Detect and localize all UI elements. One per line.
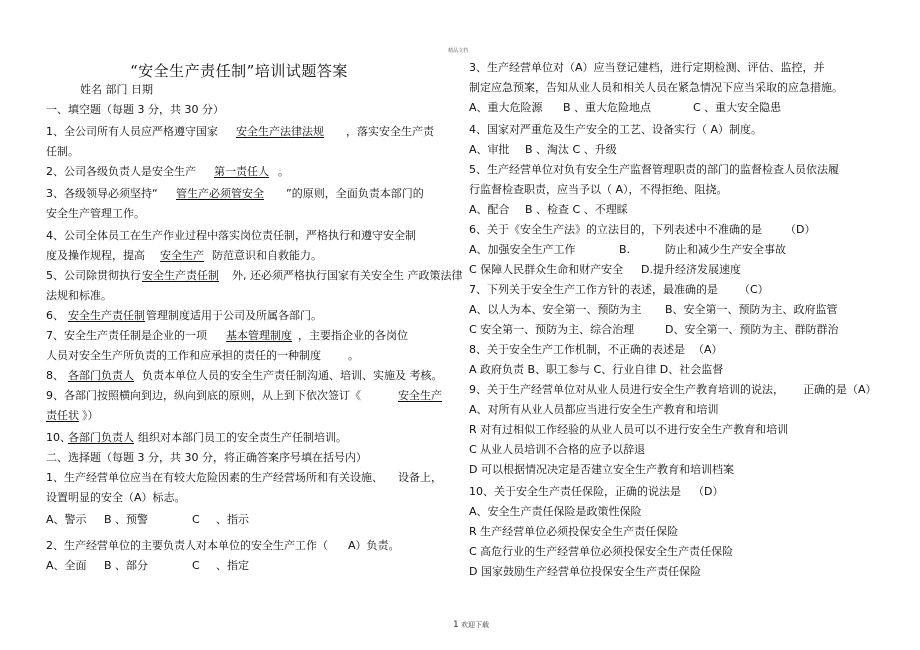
mc5-option-bc: B 、检查 C 、不理睬 [525, 203, 628, 216]
q3-text-tail: ”的原则，全面负责本部门的 [286, 187, 424, 200]
q7-text-end: 。 [348, 349, 359, 362]
q5-text: 5、公司除贯彻执行 [46, 269, 141, 282]
mc4-option-bc: B 、淘汰 C 、升级 [525, 143, 617, 156]
q7-text-tail: ，主要指企业的各岗位 [298, 329, 408, 342]
mc1-option-c: 、指示 [216, 513, 249, 526]
mc2-option-c: 、指定 [216, 559, 249, 572]
mc2-text: 2、生产经营单位的主要负责人对本单位的安全生产工作（ [46, 539, 328, 552]
q4-text-tail: 防范意识和自救能力。 [212, 249, 322, 262]
mc1-option-a: A、警示 [46, 513, 87, 526]
q5-text-tail: 外, 还必须严格执行国家有关安全生 产政策法律 [232, 269, 463, 282]
q6-text-tail: 管理制度适用于公司及所属各部门。 [146, 309, 322, 322]
mc5-text: 5、生产经营单位对负有安全生产监督管理职责的部门的监督检查人员依法履 [469, 163, 839, 176]
q9-text-tail: 》） [82, 409, 99, 422]
mc7-answer: （C） [739, 283, 769, 296]
q10-text-tail: 组织对本部门员工的安全责生产任制培训。 [138, 431, 347, 444]
mc1-option-c-letter: C [192, 513, 200, 526]
mc7-option-d: D、安全第一、预防为主、群防群治 [665, 323, 839, 336]
mc5-text-cont: 行监督检查职责，应当予以（ A），不得拒绝、阻挠。 [469, 183, 728, 196]
page-footer [453, 620, 489, 630]
mc8-options: A 政府负责 B、职工参与 C、行业自律 D、社会监督 [469, 363, 724, 376]
q1-text-cont: 任制。 [46, 145, 79, 158]
mc1-text: 1、生产经营单位应当在有较大危险因素的生产经营场所和有关设施、 [46, 471, 383, 484]
mc4-text: 4、国家对严重危及生产安全的工艺、设备实行（ A）制度。 [469, 123, 763, 136]
mc3-option-b: B 、重大危险地点 [563, 101, 652, 114]
q3-text: 3、各级领导必须坚持“ [46, 187, 158, 200]
q4-answer: 安全生产 [160, 249, 204, 262]
mc3-option-c: C 、重大安全隐患 [693, 101, 782, 114]
mc10-option-c: C 高危行业的生产经营单位必须投保安全生产责任保险 [469, 545, 734, 558]
q10-text: 10、 [46, 431, 71, 444]
mc6-option-a: A、加强安全生产工作 [469, 243, 576, 256]
mc9-text: 9、关于生产经营单位对从业人员进行安全生产教育培训的说法， [469, 383, 784, 396]
mc10-option-b: R 生产经营单位必须投保安全生产责任保险 [469, 525, 679, 538]
mc2-option-b: B 、部分 [104, 559, 149, 572]
mc1-text-cont: 设置明显的安全（A）标志。 [46, 491, 186, 504]
mc6-option-b-letter: B. [619, 243, 631, 256]
mc6-answer: （D） [785, 223, 816, 236]
page-number: 1 [453, 620, 459, 630]
q3-text-cont: 安全生产管理工作。 [46, 207, 145, 220]
q2-text: 2、公司各级负责人是安全生产 [46, 165, 196, 178]
mc6-option-b: 防止和减少生产安全事故 [665, 243, 786, 256]
q2-answer: 第一责任人 [214, 165, 269, 178]
q1-text: 1、全公司所有人员应严格遵守国家 [46, 125, 218, 138]
q6-answer: 安全生产责任制 [68, 309, 145, 322]
q8-text-tail: 负责本单位人员的安全生产责任制沟通、培训、实施及 考核。 [142, 369, 443, 382]
mc6-text: 6、关于《安全生产法》的立法目的，下列表述中不准确的是 [469, 223, 762, 236]
section-heading-choice: 二、选择题（每题 3 分，共 30 分，将正确答案序号填在括号内） [46, 451, 367, 464]
mc9-option-a: A、对所有从业人员都应当进行安全生产教育和培训 [469, 403, 719, 416]
q9-answer-cont: 责任状 [46, 409, 79, 422]
q2-text-tail: 。 [278, 165, 289, 178]
mc9-option-b: R 对有过相似工作经验的从业人员可以不进行安全生产教育和培训 [469, 423, 789, 436]
mc10-option-a: A、安全生产责任保险是政策性保险 [469, 505, 642, 518]
mc8-text: 8、关于安全生产工作机制，不正确的表述是 [469, 343, 685, 356]
q1-answer: 安全生产法律法规 [236, 125, 324, 138]
q1-text-tail: ，落实安全生产责 [346, 125, 434, 138]
mc7-option-b: B、安全第一、预防为主、政府监管 [665, 303, 838, 316]
q5-answer: 安全生产责任制 [142, 269, 219, 282]
q8-text: 8、 [46, 369, 64, 382]
q3-answer: 管生产必须管安全 [176, 187, 264, 200]
mc5-option-a: A、配合 [469, 203, 510, 216]
q8-answer: 各部门负责人 [68, 369, 134, 382]
mc2-text-tail: A）负责。 [348, 539, 400, 552]
footer-text: 欢迎下载 [460, 621, 489, 629]
mc9-option-c: C 从业人员培训不合格的应予以辞退 [469, 443, 646, 456]
mc9-answer: 正确的是（A） [803, 383, 877, 396]
mc7-option-c: C 安全第一、预防为主、综合治理 [469, 323, 635, 336]
q9-text: 9、各部门按照横向到边，纵向到底的原则，从上到下依次签订《 [46, 389, 361, 402]
mc2-option-a: A、全面 [46, 559, 87, 572]
q9-answer: 安全生产 [398, 389, 442, 402]
mc6-option-d: D.提升经济发展速度 [641, 263, 741, 276]
q4-text: 4、公司全体员工在生产作业过程中落实岗位责任制，严格执行和遵守安全制 [46, 229, 416, 242]
section-heading-fill: 一、填空题（每题 3 分，共 30 分） [46, 103, 224, 116]
q5-text-cont: 法规和标准。 [46, 289, 112, 302]
mc10-text: 10、关于安全生产责任保险，正确的说法是 [469, 485, 681, 498]
mc7-text: 7、下列关于安全生产工作方针的表述，最准确的是 [469, 283, 718, 296]
mc9-option-d: D 可以根据情况决定是否建立安全生产教育和培训档案 [469, 463, 734, 476]
mc3-text-cont: 制定应急预案，告知从业人员和相关人员在紧急情况下应当采取的应急措施。 [469, 81, 843, 94]
mc3-option-a: A、重大危险源 [469, 101, 543, 114]
mc1-option-b: B 、预警 [104, 513, 149, 526]
header-note: 精品文档 [448, 48, 469, 54]
q7-answer: 基本管理制度 [226, 329, 292, 342]
page-title: “安全生产责任制”培训试题答案 [130, 62, 348, 80]
q6-text: 6、 [46, 309, 64, 322]
mc3-text: 3、生产经营单位对（A）应当登记建档，进行定期检测、评估、监控，并 [469, 61, 825, 74]
q4-text-cont: 度及操作规程，提高 [46, 249, 145, 262]
q7-text: 7、安全生产责任制是企业的一项 [46, 329, 207, 342]
mc7-option-a: A、以人为本、安全第一、预防为主 [469, 303, 642, 316]
meta-line: 姓名 部门 日期 [80, 83, 153, 96]
q7-text-cont: 人员对安全生产所负责的工作和应承担的责任的一种制度 [46, 349, 321, 362]
mc1-text-b: 设备上， [398, 471, 442, 484]
mc8-answer: （A） [693, 343, 723, 356]
mc6-option-c: C 保障人民群众生命和财产安全 [469, 263, 624, 276]
mc4-option-a: A、审批 [469, 143, 510, 156]
mc10-answer: （D） [693, 485, 724, 498]
mc2-option-c-letter: C [192, 559, 200, 572]
mc10-option-d: D 国家鼓励生产经营单位投保安全生产责任保险 [469, 565, 701, 578]
q10-answer: 各部门负责人 [68, 431, 134, 444]
